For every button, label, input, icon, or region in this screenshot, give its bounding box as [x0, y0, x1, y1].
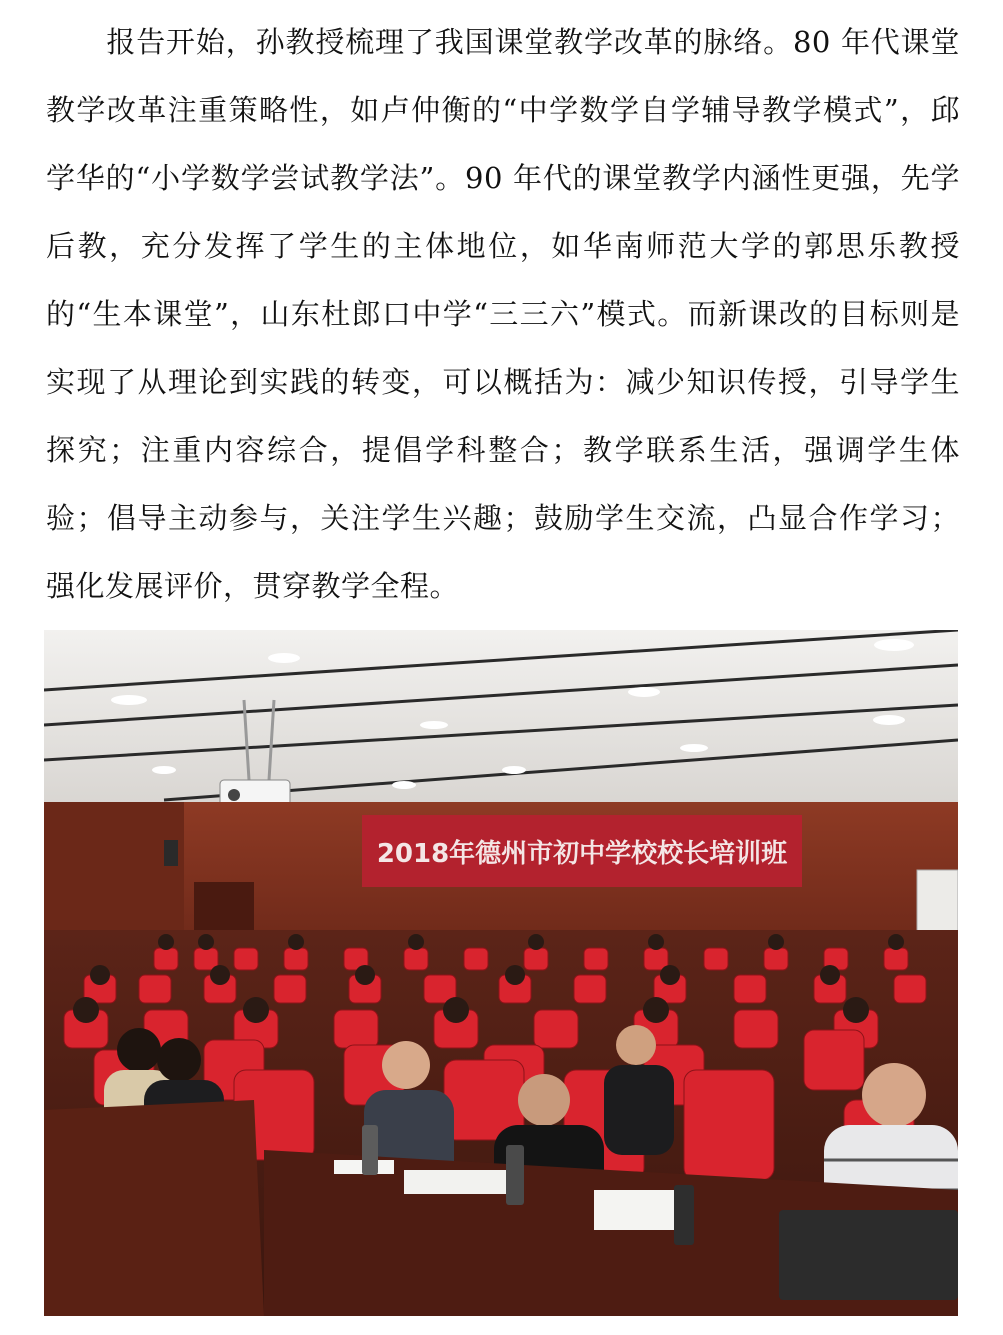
speaker — [164, 840, 178, 866]
article-paragraph — [46, 8, 960, 620]
photo-illustration — [44, 630, 958, 1316]
ceiling — [44, 630, 958, 810]
banner — [362, 815, 802, 887]
article-paragraph-text: 报告开始，孙教授梳理了我国课堂教学改革的脉络。80 年代课堂教学改革注重策略性，如卢仲衡的“中学数学自学辅导教学模式”，邱学华的“小学数学尝试教学法”。90 年代的课堂教学内涵性更强，先学后教，充分发挥了学生的主体地位，如华南师范大学的郭思乐教授的“生本课堂”，山东杜郎口中学“三三六”模式。而新课改的目标则是实现了从理论到实践的转变，可以概括为：减少知识传授，引导学生探究；注重内容综合，提倡学科整合；教学联系生活，强调学生体验；倡导主动参与，关注学生兴趣；鼓励学生交流，凸显合作学习；强化发展评价，贯穿教学全程。 — [46, 25, 960, 603]
banner-text: 2018年德州市初中学校校长培训班 — [376, 839, 788, 869]
training-class-photo — [44, 630, 958, 1316]
